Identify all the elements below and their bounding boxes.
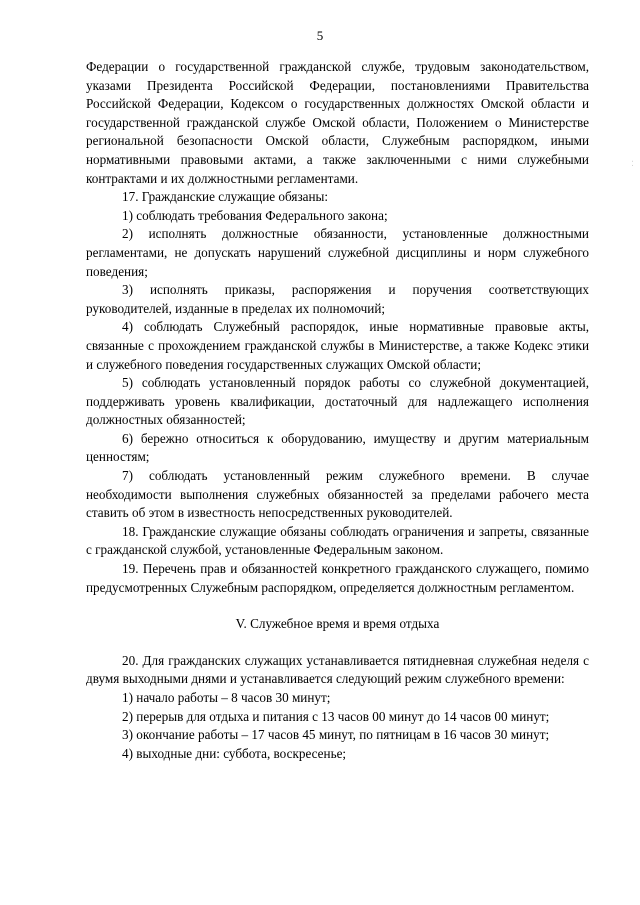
list-item-17-6: 6) бережно относиться к оборудованию, имуществу и другим материальным ценностям; bbox=[86, 430, 589, 465]
paragraph-continuation: Федерации о государственной гражданской службе, трудовым законодательством, указами Президента Российской Федерации, постановлениями Правительства Российской Федерации, Кодексом о государственных должностях Омской области и государственной гражданской службе Омской области, Положением о Министерстве региональной безопасности Омской области, Служебным распорядком, иными нормативными правовыми актами, а также заключенными с ними служебными контрактами и их должностными регламентами. bbox=[86, 59, 589, 186]
page-number: 5 bbox=[316, 28, 324, 43]
section-heading: V. Служебное время и время отдыха bbox=[235, 616, 440, 632]
list-item-17-2: 2) исполнять должностные обязанности, установленные должностными регламентами, не допускать нарушений служебной дисциплины и норм служебного поведения; bbox=[86, 226, 589, 279]
list-item-17-4: 4) соблюдать Служебный распорядок, иные нормативные правовые акты, связанные с прохождением гражданской службы в Министерстве, а также Кодекс этики и служебного поведения государственных служащих Омской области; bbox=[86, 319, 589, 372]
list-item-20-4: 4) выходные дни: суббота, воскресенье; bbox=[122, 745, 347, 761]
paragraph-20: 20. Для гражданских служащих устанавливается пятидневная служебная неделя с двумя выходными днями и устанавливается следующий режим служебного времени: bbox=[86, 652, 589, 687]
list-item-17-7: 7) соблюдать установленный режим служебного времени. В случае необходимости выполнения служебных обязанностей за пределами рабочего места ставить об этом в известность непосредственных руководителей. bbox=[86, 468, 589, 521]
document-body bbox=[86, 58, 589, 763]
list-item-20-1: 1) начало работы – 8 часов 30 минут; bbox=[122, 690, 331, 705]
list-item-20-3: 3) окончание работы – 17 часов 45 минут, по пятницам в 16 часов 30 минут; bbox=[122, 727, 550, 743]
paragraph-18: 18. Гражданские служащие обязаны соблюдать ограничения и запреты, связанные с гражданской службой, установленные Федеральным законом. bbox=[86, 523, 589, 558]
list-item-17-3: 3) исполнять приказы, распоряжения и поручения соответствующих руководителей, изданные в пределах их полномочий; bbox=[86, 282, 589, 316]
margin-mark: · · bbox=[628, 160, 636, 167]
paragraph-19: 19. Перечень прав и обязанностей конкретного гражданского служащего, помимо предусмотренных Служебным распорядком, определяется должностным регламентом. bbox=[86, 561, 589, 595]
list-item-17-1: 1) соблюдать требования Федерального закона; bbox=[122, 207, 388, 223]
paragraph-17: 17. Гражданские служащие обязаны: bbox=[122, 189, 329, 205]
list-item-20-2: 2) перерыв для отдыха и питания с 13 часов 00 минут до 14 часов 00 минут; bbox=[122, 708, 550, 724]
list-item-17-5: 5) соблюдать установленный порядок работы со служебной документацией, поддерживать уровень квалификации, достаточный для надлежащего исполнения должностных обязанностей; bbox=[86, 375, 589, 428]
